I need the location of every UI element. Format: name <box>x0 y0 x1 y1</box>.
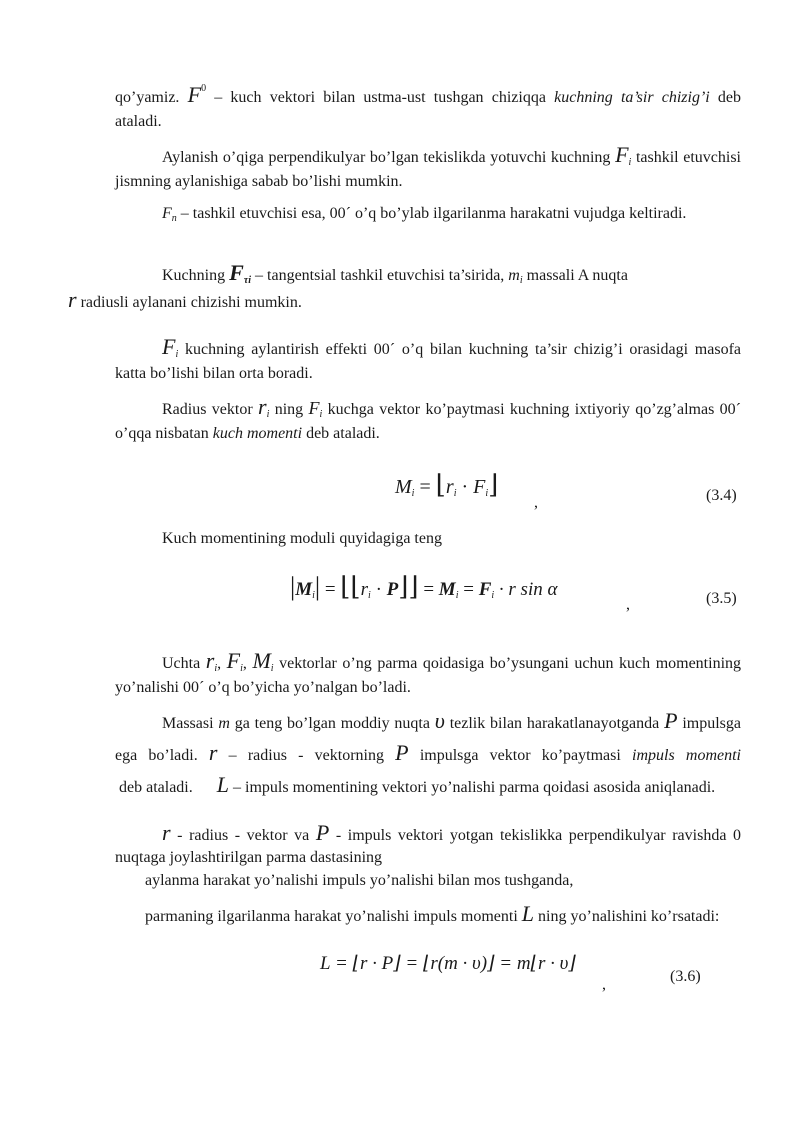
subscript: τi <box>243 275 252 286</box>
text: - impuls vektori yotgan tekislikka perpendikulyar ravishda 0 nuqtaga joylashtirilgan parma dastasining <box>115 827 742 866</box>
paragraph-rotating-effect <box>115 336 741 385</box>
paragraph-drill-handle <box>115 822 741 869</box>
equation-number: (3.6) <box>670 968 701 985</box>
text: impulsga vektor ko’paytmasi <box>408 747 633 764</box>
expression-tail: · r sin α <box>494 579 558 600</box>
subscript: i <box>519 275 523 286</box>
term-line-of-action: kuchning ta’sir chizig’i <box>554 89 710 106</box>
text: – kuch vektori bilan ustma-ust tushgan chiziqqa <box>206 89 555 106</box>
equation-number: (3.4) <box>706 487 737 504</box>
symbol-L: L <box>216 772 229 797</box>
subscript: i <box>411 488 415 499</box>
bracket-open: ⌊⌊ <box>340 572 361 601</box>
text: Uchta <box>162 655 206 672</box>
symbol-r: r <box>360 579 369 600</box>
paragraph-tangential-component <box>68 260 741 314</box>
symbol-M: M <box>295 579 313 600</box>
symbol-Fi: F <box>308 398 320 418</box>
text: ga teng bo’lgan moddiy nuqta <box>229 715 435 732</box>
equation-comma: , <box>602 976 606 993</box>
symbol-F0: F <box>187 82 202 107</box>
operator: · <box>370 579 387 600</box>
subscript: i <box>266 409 270 420</box>
symbol-P: P <box>386 579 399 600</box>
symbol-r: r <box>208 740 218 765</box>
subscript: i <box>312 590 315 601</box>
term-angular-momentum: impuls momenti <box>632 747 741 764</box>
equation-3-6: L = ⌊r · P⌋ = ⌊r(m · υ)⌋ = m⌊r · υ⌋ <box>320 953 576 974</box>
bracket-close: ⌋ <box>488 470 499 499</box>
subscript: i <box>175 349 179 360</box>
separator: , <box>242 655 253 672</box>
text: qo’yamiz. <box>115 89 180 106</box>
text: – tashkil etuvchisi esa, 00´ o’q bo’ylab ilgarilanma harakatni vujudga keltiradi. <box>176 205 687 222</box>
symbol-m: m <box>218 715 230 732</box>
paragraph-moment-modulus: Kuch momentining moduli quyidagiga teng <box>162 530 442 547</box>
bracket-close: ⌋⌋ <box>398 572 419 601</box>
text: deb ataladi. <box>115 779 217 796</box>
text: radiusli aylanani chizishi mumkin. <box>76 294 302 311</box>
text: deb ataladi. <box>115 89 741 130</box>
paragraph-normal-component <box>115 203 741 227</box>
subscript: i <box>240 663 243 674</box>
symbol-ri: r <box>258 394 267 419</box>
text: Radius vektor <box>162 401 259 418</box>
equation-comma: , <box>626 596 630 613</box>
text: parmaning ilgarilanma harakat yo’nalishi impuls momenti <box>145 908 522 925</box>
equals: = <box>320 579 341 600</box>
text: - radius - vektor va <box>170 827 316 844</box>
symbol-F: F <box>473 476 486 498</box>
subscript: i <box>491 590 495 601</box>
symbol-ri: r <box>205 648 215 673</box>
text: Aylanish o’qiga perpendikulyar bo’lgan tekislikda yotuvchi kuchning <box>162 149 616 166</box>
equals: = <box>458 579 479 600</box>
text: ning <box>269 401 309 418</box>
text: vektorlar o’ng parma qoidasiga bo’ysungani uchun kuch momentining yo’nalishi 00´ o’q bo’yicha yo’nalgan bo’ladi. <box>115 655 742 696</box>
symbol-Fn: F <box>162 205 172 222</box>
subscript: i <box>485 488 489 499</box>
symbol-r: r <box>68 287 77 312</box>
text: kuchning aylantirish effekti 00´ o’q bilan kuchning ta’sir chizig’i orasidagi masofa katta bo’lishi bilan orta boradi. <box>115 341 741 382</box>
symbol-P: P <box>664 708 678 733</box>
bracket-open: ⌊ <box>435 470 446 499</box>
symbol-Fi: F <box>226 648 241 673</box>
symbol-F: F <box>478 579 492 600</box>
text: Kuchning <box>162 267 230 284</box>
abs-close: | <box>314 572 321 601</box>
operator: · <box>456 476 474 498</box>
symbol-M: M <box>438 579 456 600</box>
equals: = <box>418 579 439 600</box>
text: – tangentsial tashkil etuvchisi ta’sirida, <box>251 267 509 284</box>
symbol-M: M <box>395 476 412 498</box>
subscript: n <box>171 213 177 224</box>
symbol-L: L <box>521 901 535 926</box>
subscript: i <box>628 157 632 168</box>
symbol-P: P <box>395 740 409 765</box>
symbol-r: r <box>445 476 454 498</box>
term-moment-of-force: kuch momenti <box>212 425 303 442</box>
subscript: i <box>319 409 323 420</box>
symbol-Fi: F <box>615 142 629 167</box>
text: ning yo’nalishini ko’rsatadi: <box>534 908 720 925</box>
symbol-Ftau: F <box>229 260 244 285</box>
equation-number: (3.5) <box>706 590 737 607</box>
symbol-Mi: M <box>252 648 271 673</box>
text: Massasi <box>162 715 219 732</box>
subscript: i <box>455 590 459 601</box>
superscript: 0 <box>201 83 207 94</box>
equation-3-5 <box>290 572 557 602</box>
paragraph-force-line <box>115 84 741 133</box>
symbol-r: r <box>162 820 171 845</box>
text: – radius - vektorning <box>217 747 396 764</box>
equals: = <box>414 476 436 498</box>
text: kuchga vektor ko’paytmasi kuchning ixtiyoriy qo’zg’almas 00´ o’qqa nisbatan <box>115 401 742 442</box>
paragraph-rotation-direction: aylanma harakat yo’nalishi impuls yo’nalishi bilan mos tushganda, <box>145 872 574 889</box>
subscript: i <box>214 663 218 674</box>
text: deb ataladi. <box>302 425 380 442</box>
paragraph-perpendicular-component <box>115 144 741 193</box>
equation-comma: , <box>534 494 538 511</box>
paragraph-right-hand-rule <box>115 650 741 699</box>
paragraph-angular-momentum <box>115 706 741 802</box>
text: – impuls momentining vektori yo’nalishi parma qoidasi asosida aniqlanadi. <box>229 779 716 796</box>
text: massali A nuqta <box>522 267 628 284</box>
text: tashkil etuvchisi jismning aylanishiga sabab bo’lishi mumkin. <box>115 149 742 190</box>
subscript: i <box>368 590 371 601</box>
symbol-Fi: F <box>162 334 176 359</box>
paragraph-moment-definition <box>115 396 741 445</box>
symbol-v: υ <box>434 708 445 733</box>
subscript: i <box>453 488 457 499</box>
paragraph-drill-direction <box>115 903 741 928</box>
symbol-P: P <box>315 820 330 845</box>
text: impulsga ega bo’ladi. <box>115 715 741 764</box>
symbol-m: m <box>508 267 520 284</box>
abs-open: | <box>290 572 296 601</box>
equation-3-4 <box>395 470 498 500</box>
separator: , <box>217 655 227 672</box>
text: tezlik bilan harakatlanayotganda <box>444 715 665 732</box>
subscript: i <box>270 663 274 674</box>
